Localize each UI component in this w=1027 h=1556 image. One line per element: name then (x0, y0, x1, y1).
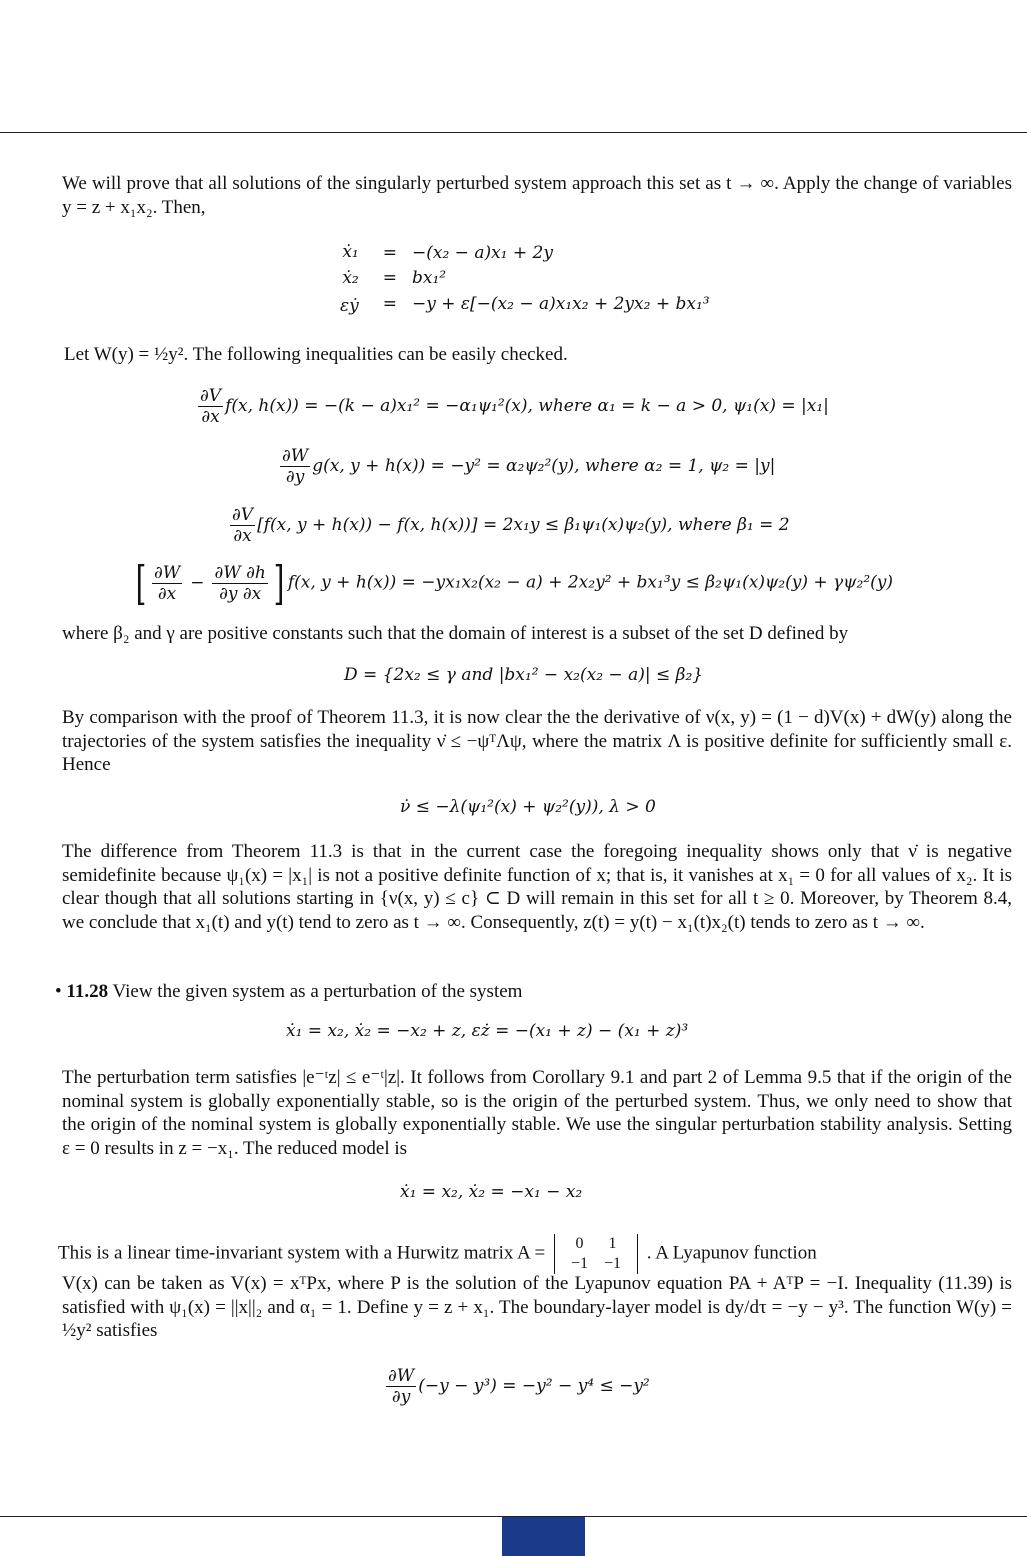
matrix-cell: 0 (575, 1235, 584, 1252)
inequality-body: f(x, y + h(x)) = −yx₁x₂(x₂ − a) + 2x₂y² + bx₁³y ≤ β₂ψ₁(x)ψ₂(y) + γψ₂²(y) (287, 572, 894, 593)
eq-lhs: εẏ (340, 296, 359, 316)
frac-den: ∂x (201, 407, 220, 427)
eq-lhs: ẋ₂ (342, 268, 359, 288)
inequality-body: (−y − y³) = −y² − y⁴ ≤ −y² (418, 1376, 650, 1396)
exercise-text: View the given system as a perturbation of the system (112, 981, 523, 1002)
let-w-sentence: Let W(y) = ½y². The following inequalities can be easily checked. (64, 344, 568, 365)
inequality-4 (132, 556, 894, 610)
nominal-system: ẋ₁ = x₂, ẋ₂ = −x₂ + z, εż = −(x₁ + z) − (x₁ + z)³ (286, 1021, 689, 1041)
matrix-cell: −1 (570, 1255, 588, 1272)
frac-num: ∂V (232, 505, 254, 525)
frac-num: ∂W ∂h (214, 562, 266, 583)
reduced-model: ẋ₁ = x₂, ẋ₂ = −x₁ − x₂ (400, 1182, 583, 1202)
final-inequality (384, 1366, 650, 1407)
eq-rhs: −y + ε[−(x₂ − a)x₁x₂ + 2yx₂ + bx₁³ (411, 294, 710, 314)
eq-rhs: bx₁² (411, 268, 447, 288)
exercise-number: 11.28 (66, 981, 109, 1002)
inequality-1 (196, 386, 829, 427)
matrix-a (554, 1234, 638, 1274)
bullet-icon: • (55, 981, 62, 1002)
inequality-2 (278, 446, 775, 487)
comparison-paragraph: By comparison with the proof of Theorem 11.3, it is now clear the the derivative of ν(x, y) = (1 − d)V(x) + dW(y) along the trajectories of the system satisfies the inequality ν̇ ≤ −ψᵀΛψ, where the matrix Λ is positive definite for sufficiently small ε. Hence (62, 707, 1012, 775)
eq-op: = (382, 243, 397, 263)
eq-op: = (382, 294, 397, 314)
lti-sentence (58, 1234, 817, 1274)
lti-text-end: . A Lyapunov function (646, 1242, 817, 1264)
lti-text: This is a linear time-invariant system with a Hurwitz matrix A = (58, 1242, 546, 1264)
matrix-cell: 1 (608, 1235, 617, 1252)
page-number-box (502, 1517, 585, 1556)
frac-num: ∂W (153, 562, 181, 583)
set-d-definition: D = {2x₂ ≤ γ and |bx₁² − x₂(x₂ − a)| ≤ β₂} (344, 665, 704, 685)
frac-num: ∂V (200, 386, 222, 406)
inequality-body: [f(x, y + h(x)) − f(x, h(x))] = 2x₁y ≤ β₁ψ₁(x)ψ₂(y), where β₁ = 2 (257, 515, 790, 535)
constants-sentence: where β₂ and γ are positive constants such that the domain of interest is a subset of the set D defined by (62, 623, 849, 644)
lyapunov-paragraph: V(x) can be taken as V(x) = xᵀPx, where P is the solution of the Lyapunov equation PA + AᵀP = −I. Inequality (11.39) is satisfied with ψ₁(x) = ||x||₂ and α₁ = 1. Define y = z + x₁. The boundary-layer model is dy/dτ = −y − y³. The function W(y) = ½y² satisfies (62, 1273, 1012, 1341)
inequality-body: g(x, y + h(x)) = −y² = α₂ψ₂²(y), where α₂ = 1, ψ₂ = |y| (312, 456, 776, 476)
top-rule (0, 132, 1027, 133)
frac-num: ∂W (282, 446, 309, 466)
perturbation-paragraph: The perturbation term satisfies |e⁻ᵗz| ≤ e⁻ᵗ|z|. It follows from Corollary 9.1 and part 2 of Lemma 9.5 that if the origin of the nominal system is globally exponentially stable, so is the origin of the perturbed system. Thus, we only need to show that the origin of the nominal system is globally exponentially stable. We use the singular perturbation stability analysis. Setting ε = 0 results in z = −x₁. The reduced model is (62, 1067, 1012, 1159)
inequality-body: f(x, h(x)) = −(k − a)x₁² = −α₁ψ₁²(x), where α₁ = k − a > 0, ψ₁(x) = |x₁| (225, 396, 829, 416)
frac-den: ∂x (157, 583, 177, 604)
minus-sign: − (190, 572, 205, 593)
frac-den: ∂y ∂x (219, 583, 262, 604)
matrix-cell: −1 (603, 1255, 622, 1272)
nu-inequality: ν̇ ≤ −λ(ψ₁²(x) + ψ₂²(y)), λ > 0 (400, 797, 656, 817)
exercise-heading (55, 980, 522, 1004)
left-bracket: [ (135, 556, 147, 610)
difference-paragraph: The difference from Theorem 11.3 is that in the current case the foregoing inequality shows only that ν̇ is negative semidefinite because ψ₁(x) = |x₁| is not a positive definite function of x; that is, it vanishes at x₁ = 0 for all values of x₂. It is clear though that all solutions starting in {ν(x, y) ≤ c} ⊂ D will remain in this set for all t ≥ 0. Moreover, by Theorem 8.4, we conclude that x₁(t) and y(t) tend to zero as t → ∞. Consequently, z(t) = y(t) − x₁(t)x₂(t) tends to zero as t → ∞. (62, 841, 1012, 933)
frac-num: ∂W (388, 1366, 415, 1386)
eq-op: = (382, 268, 397, 288)
frac-den: ∂y (391, 1387, 411, 1407)
right-bracket: ] (273, 556, 285, 610)
intro-paragraph: We will prove that all solutions of the singularly perturbed system approach this set as t → ∞. Apply the change of variables y = z + x₁x₂. Then, (62, 173, 1012, 218)
frac-den: ∂y (285, 467, 305, 487)
inequality-3 (228, 505, 790, 546)
eq-rhs: −(x₂ − a)x₁ + 2y (411, 243, 553, 263)
eq-lhs: ẋ₁ (342, 242, 359, 262)
frac-den: ∂x (233, 526, 252, 546)
system-equations (340, 241, 711, 317)
